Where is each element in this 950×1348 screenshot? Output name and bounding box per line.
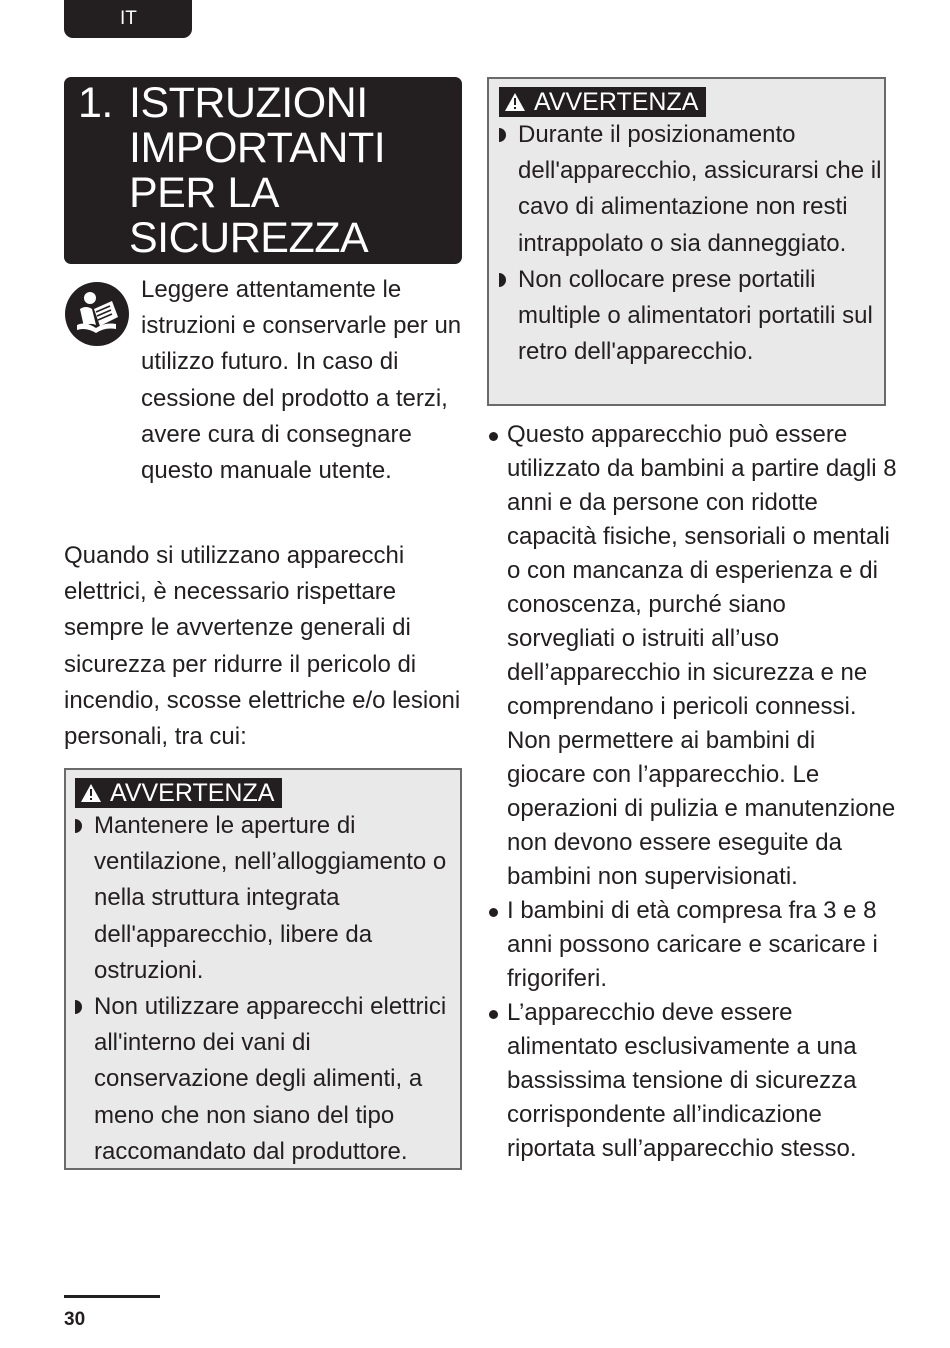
warning-label (75, 778, 282, 808)
bullet-dot-icon (487, 418, 507, 894)
bullet-dot-icon (487, 894, 507, 996)
section-title (64, 77, 462, 264)
section-title-line: ISTRUZIONI (129, 79, 368, 127)
half-circle-bullet-icon (499, 117, 518, 262)
half-circle-bullet-icon (499, 262, 518, 371)
list-item-text: L’apparecchio deve essere alimentato esclusivamente a una bassissima tensione di sicurezza corrispondente all’indicazione riportata sull’apparecchio stesso. (507, 999, 857, 1162)
half-circle-bullet-icon (75, 808, 94, 989)
warning-label-text: AVVERTENZA (534, 88, 699, 116)
section-title-line: PER LA (129, 169, 279, 217)
warning-box-left (64, 768, 462, 1170)
warning-item (499, 262, 884, 371)
section-number: 1. (78, 79, 113, 127)
warning-item (75, 989, 460, 1170)
section-title-line: SICUREZZA (129, 214, 369, 262)
list-item (487, 996, 897, 1166)
warning-triangle-icon (505, 93, 525, 111)
warning-item (499, 117, 884, 262)
bullet-dot-icon (487, 996, 507, 1166)
warning-item (75, 808, 460, 989)
list-item-text: I bambini di età compresa fra 3 e 8 anni possono caricare e scaricare i frigoriferi. (507, 897, 878, 992)
safety-bullet-list (487, 418, 897, 1166)
half-circle-bullet-icon (75, 989, 94, 1170)
warning-label-text: AVVERTENZA (110, 779, 275, 807)
warning-item-text: Mantenere le aperture di ventilazione, nell’alloggiamento o nella struttura integrata dell'apparecchio, libere da ostruzioni. (94, 812, 447, 984)
intro-paragraph: Quando si utilizzano apparecchi elettrici, è necessario rispettare sempre le avvertenze generali di sicurezza per ridurre il pericolo di incendio, scosse elettriche e/o lesioni personali, tra cui: (64, 542, 461, 751)
warning-label (499, 87, 706, 117)
read-manual-icon (64, 281, 130, 347)
page-number: 30 (64, 1309, 86, 1330)
warning-box-right (487, 77, 886, 406)
list-item (487, 418, 897, 894)
footer-rule (64, 1295, 160, 1298)
warning-item-text: Non collocare prese portatili multiple o alimentatori portatili sul retro dell'apparecchio. (518, 265, 873, 366)
warning-item-text: Non utilizzare apparecchi elettrici all'interno dei vani di conservazione degli alimenti, a meno che non siano del tipo raccomandato dal produttore. (94, 993, 447, 1165)
list-item-text: Questo apparecchio può essere utilizzato da bambini a partire dagli 8 anni e da persone con ridotte capacità fisiche, sensoriali o mentali o con mancanza di esperienza e di conoscenza, purché siano sorvegliati o istruiti all’uso dell’apparecchio in sicurezza e ne comprendano i pericoli connessi. Non permettere ai bambini di giocare con l’apparecchio. Le operazioni di pulizia e manutenzione non devono essere eseguite da bambini non supervisionati. (507, 421, 897, 890)
list-item (487, 894, 897, 996)
language-tab: IT (64, 0, 192, 38)
warning-triangle-icon (81, 784, 101, 802)
read-instructions-text: Leggere attentamente le istruzioni e conservarle per un utilizzo futuro. In caso di cessione del prodotto a terzi, avere cura di consegnare questo manuale utente. (141, 276, 462, 485)
section-title-line: IMPORTANTI (129, 124, 386, 172)
warning-item-text: Durante il posizionamento dell'apparecchio, assicurarsi che il cavo di alimentazione non resti intrappolato o sia danneggiato. (518, 121, 882, 257)
